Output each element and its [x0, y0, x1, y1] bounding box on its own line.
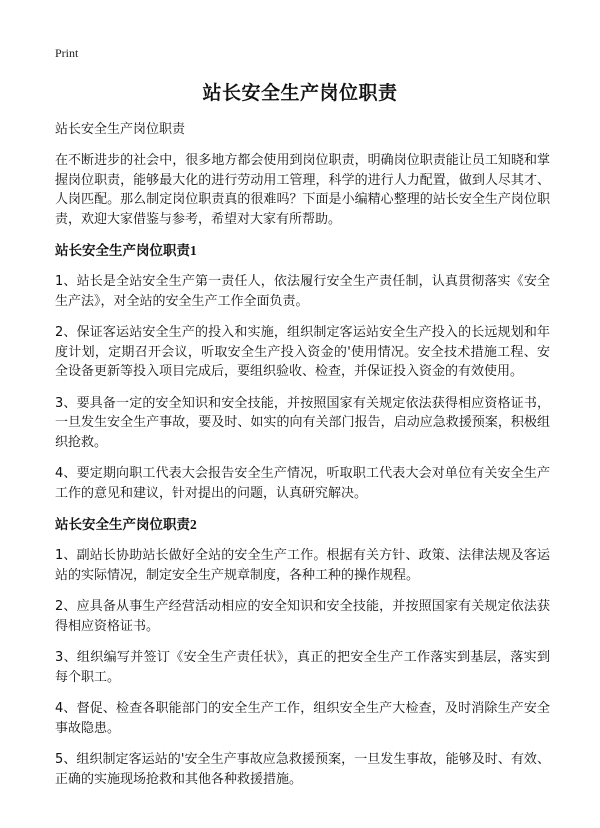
duty-item: 2、保证客运站安全生产的投入和实施，组织制定客运站安全生产投入的长远规划和年度计划，定期召开会议，听取安全生产投入资金的'使用情况。安全技术措施工程、安全设备更新等投入项目完成后，要组织验收、检查，并保证投入资金的有效使用。 — [55, 325, 550, 379]
duty-item: 4、要定期向职工代表大会报告安全生产情况，听取职工代表大会对单位有关安全生产工作的意见和建议，针对提出的问题，认真研究解决。 — [55, 466, 550, 501]
print-link[interactable]: Print — [55, 46, 79, 60]
duty-item: 4、督促、检查各职能部门的安全生产工作，组织安全生产大检查，及时消除生产安全事故隐患。 — [55, 701, 550, 736]
duty-item: 1、站长是全站安全生产第一责任人，依法履行安全生产责任制，认真贯彻落实《安全生产法》，对全站的安全生产工作全面负责。 — [55, 274, 550, 309]
duty-item: 5、组织制定客运站的'安全生产事故应急救援预案，一旦发生事故，能够及时、有效、正确的实施现场抢救和其他各种救援措施。 — [55, 752, 550, 787]
document-subtitle: 站长安全生产岗位职责 — [55, 122, 186, 137]
duty-item: 1、副站长协助站长做好全站的安全生产工作。根据有关方针、政策、法律法规及客运站的实际情况，制定安全生产规章制度，各种工种的操作规程。 — [55, 548, 550, 583]
duty-item: 3、组织编写并签订《安全生产责任状》，真正的把安全生产工作落实到基层，落实到每个职工。 — [55, 650, 550, 685]
duty-item: 3、要具备一定的安全知识和安全技能，并按照国家有关规定依法获得相应资格证书，一旦发生安全生产事故，要及时、如实的向有关部门报告，启动应急救援预案，积极组织抢救。 — [55, 395, 550, 450]
duty-item: 2、应具备从事生产经营活动相应的安全知识和安全技能，并按照国家有关规定依法获得相应资格证书。 — [55, 599, 550, 634]
section-heading: 站长安全生产岗位职责2 — [55, 517, 197, 532]
section-heading: 站长安全生产岗位职责1 — [55, 243, 197, 258]
document-body — [55, 120, 550, 801]
page-title: 站长安全生产岗位职责 — [202, 82, 398, 104]
section-1 — [55, 241, 550, 503]
intro-paragraph: 在不断进步的社会中，很多地方都会使用到岗位职责，明确岗位职责能让员工知晓和掌握岗位职责，能够最大化的进行劳动用工管理，科学的进行人力配置，做到人尽其才、人岗匹配。那么制定岗位职责真的很难吗？下面是小编精心整理的站长安全生产岗位职责，欢迎大家借鉴与参考，希望对大家有所帮助。 — [55, 153, 550, 227]
section-2 — [55, 515, 550, 789]
